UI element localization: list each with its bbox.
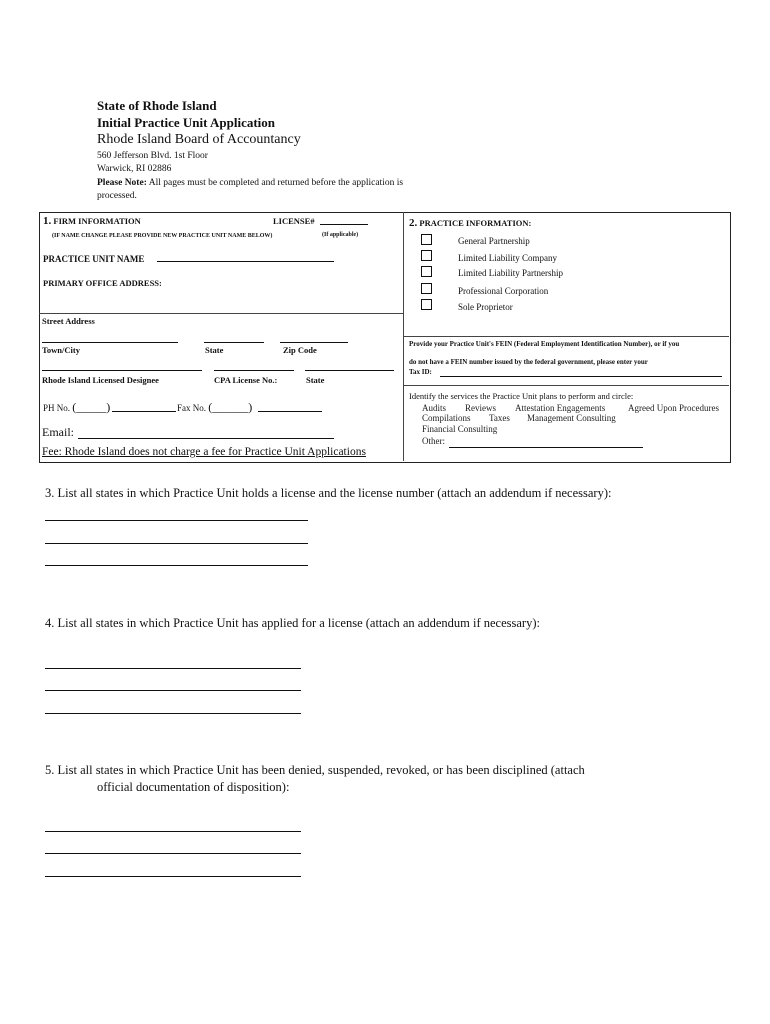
street-address-label: Street Address bbox=[42, 316, 95, 326]
service-taxes[interactable]: Taxes bbox=[489, 413, 510, 423]
email-label: Email: bbox=[42, 425, 74, 439]
option-sole-proprietor: Sole Proprietor bbox=[458, 302, 513, 312]
fein-line-3: Tax ID: bbox=[409, 368, 432, 376]
board-name: Rhode Island Board of Accountancy bbox=[97, 132, 301, 147]
note-text: All pages must be completed and returned before the application is bbox=[148, 178, 404, 188]
fein-field[interactable] bbox=[440, 376, 722, 377]
note-text-2: processed. bbox=[97, 191, 137, 201]
service-management-consulting[interactable]: Management Consulting bbox=[527, 413, 616, 423]
section2-heading: 2. PRACTICE INFORMATION: bbox=[409, 217, 532, 229]
fein-line-1: Provide your Practice Unit's FEIN (Federal Employment Identification Number), or if you bbox=[409, 340, 680, 348]
state2-field[interactable] bbox=[305, 370, 394, 371]
option-professional-corporation: Professional Corporation bbox=[458, 286, 549, 296]
q3-line-2[interactable] bbox=[45, 543, 308, 544]
checkbox-general-partnership[interactable] bbox=[421, 234, 432, 245]
option-general-partnership: General Partnership bbox=[458, 236, 530, 246]
q3-line-3[interactable] bbox=[45, 565, 308, 566]
section2-number: 2. bbox=[409, 217, 418, 229]
fein-divider bbox=[403, 336, 729, 337]
question-5: 5. List all states in which Practice Unit has been denied, suspended, revoked, or has been disciplined (attach bbox=[45, 763, 585, 777]
please-note bbox=[97, 178, 403, 188]
q3-line-1[interactable] bbox=[45, 520, 308, 521]
state2-label: State bbox=[306, 375, 325, 385]
other-field[interactable] bbox=[449, 447, 643, 448]
service-agreed-upon[interactable]: Agreed Upon Procedures bbox=[628, 403, 719, 413]
zip-field[interactable] bbox=[280, 342, 348, 343]
q4-line-1[interactable] bbox=[45, 668, 301, 669]
fax-field[interactable] bbox=[258, 411, 322, 412]
fax-label: Fax No. bbox=[177, 403, 206, 413]
email-field[interactable] bbox=[78, 438, 334, 439]
checkbox-llc[interactable] bbox=[421, 250, 432, 261]
option-llp: Limited Liability Partnership bbox=[458, 268, 563, 278]
if-applicable-note: (If applicable) bbox=[322, 232, 359, 238]
fein-line-2: do not have a FEIN number issued by the federal government, please enter your bbox=[409, 358, 648, 366]
service-audits[interactable]: Audits bbox=[422, 403, 447, 413]
note-label: Please Note: bbox=[97, 178, 147, 188]
q4-line-3[interactable] bbox=[45, 713, 301, 714]
question-4: 4. List all states in which Practice Unit has applied for a license (attach an addendum if necessary): bbox=[45, 616, 540, 630]
other-label: Other: bbox=[422, 436, 445, 446]
state-field[interactable] bbox=[204, 342, 264, 343]
practice-unit-name-field[interactable] bbox=[157, 261, 334, 262]
town-field[interactable] bbox=[42, 342, 178, 343]
service-compilations[interactable]: Compilations bbox=[422, 413, 471, 423]
phone-row bbox=[43, 400, 110, 415]
primary-office-label: PRIMARY OFFICE ADDRESS: bbox=[43, 278, 162, 288]
q4-line-2[interactable] bbox=[45, 690, 301, 691]
cpa-license-field[interactable] bbox=[214, 370, 294, 371]
state-label: State bbox=[205, 345, 224, 355]
phone-label: PH No. bbox=[43, 403, 71, 413]
cpa-license-label: CPA License No.: bbox=[214, 375, 278, 385]
section1-heading bbox=[43, 215, 141, 227]
checkbox-llp[interactable] bbox=[421, 266, 432, 277]
q5-line-3[interactable] bbox=[45, 876, 301, 877]
name-change-note: (IF NAME CHANGE PLEASE PROVIDE NEW PRACTICE UNIT NAME BELOW) bbox=[52, 233, 273, 239]
services-divider bbox=[403, 385, 729, 386]
fax-row bbox=[177, 400, 252, 415]
service-financial-consulting[interactable]: Financial Consulting bbox=[422, 424, 498, 434]
fee-note: Fee: Rhode Island does not charge a fee for Practice Unit Applications bbox=[42, 446, 366, 458]
checkbox-professional-corporation[interactable] bbox=[421, 283, 432, 294]
practice-unit-name-label: PRACTICE UNIT NAME bbox=[43, 254, 145, 264]
address-line-1: 560 Jefferson Blvd. 1st Floor bbox=[97, 151, 208, 161]
phone-area-code[interactable]: (_____) bbox=[72, 400, 111, 414]
section2-title: PRACTICE INFORMATION bbox=[419, 218, 529, 228]
form-title: Initial Practice Unit Application bbox=[97, 115, 276, 130]
zip-label: Zip Code bbox=[283, 345, 317, 355]
checkbox-sole-proprietor[interactable] bbox=[421, 299, 432, 310]
q5-line-2[interactable] bbox=[45, 853, 301, 854]
option-llc: Limited Liability Company bbox=[458, 253, 557, 263]
q5-line-1[interactable] bbox=[45, 831, 301, 832]
question-3: 3. List all states in which Practice Unit holds a license and the license number (attach an addendum if necessary): bbox=[45, 486, 612, 500]
question-5-cont: official documentation of disposition): bbox=[97, 780, 290, 794]
form-box bbox=[39, 212, 731, 463]
section1-number: 1. bbox=[43, 215, 52, 227]
address-divider bbox=[39, 313, 404, 314]
service-attestation[interactable]: Attestation Engagements bbox=[515, 403, 606, 413]
phone-field[interactable] bbox=[112, 411, 176, 412]
section1-title: FIRM INFORMATION bbox=[53, 216, 141, 226]
fax-area-code[interactable]: (______) bbox=[208, 400, 253, 414]
services-intro: Identify the services the Practice Unit plans to perform and circle: bbox=[409, 391, 634, 401]
town-label: Town/City bbox=[42, 345, 80, 355]
service-reviews[interactable]: Reviews bbox=[465, 403, 496, 413]
license-field[interactable] bbox=[320, 224, 368, 225]
license-label: LICENSE# bbox=[273, 216, 315, 226]
address-line-2: Warwick, RI 02886 bbox=[97, 164, 172, 174]
state-title: State of Rhode Island bbox=[97, 98, 217, 113]
designee-field[interactable] bbox=[42, 370, 202, 371]
designee-label: Rhode Island Licensed Designee bbox=[42, 375, 159, 385]
